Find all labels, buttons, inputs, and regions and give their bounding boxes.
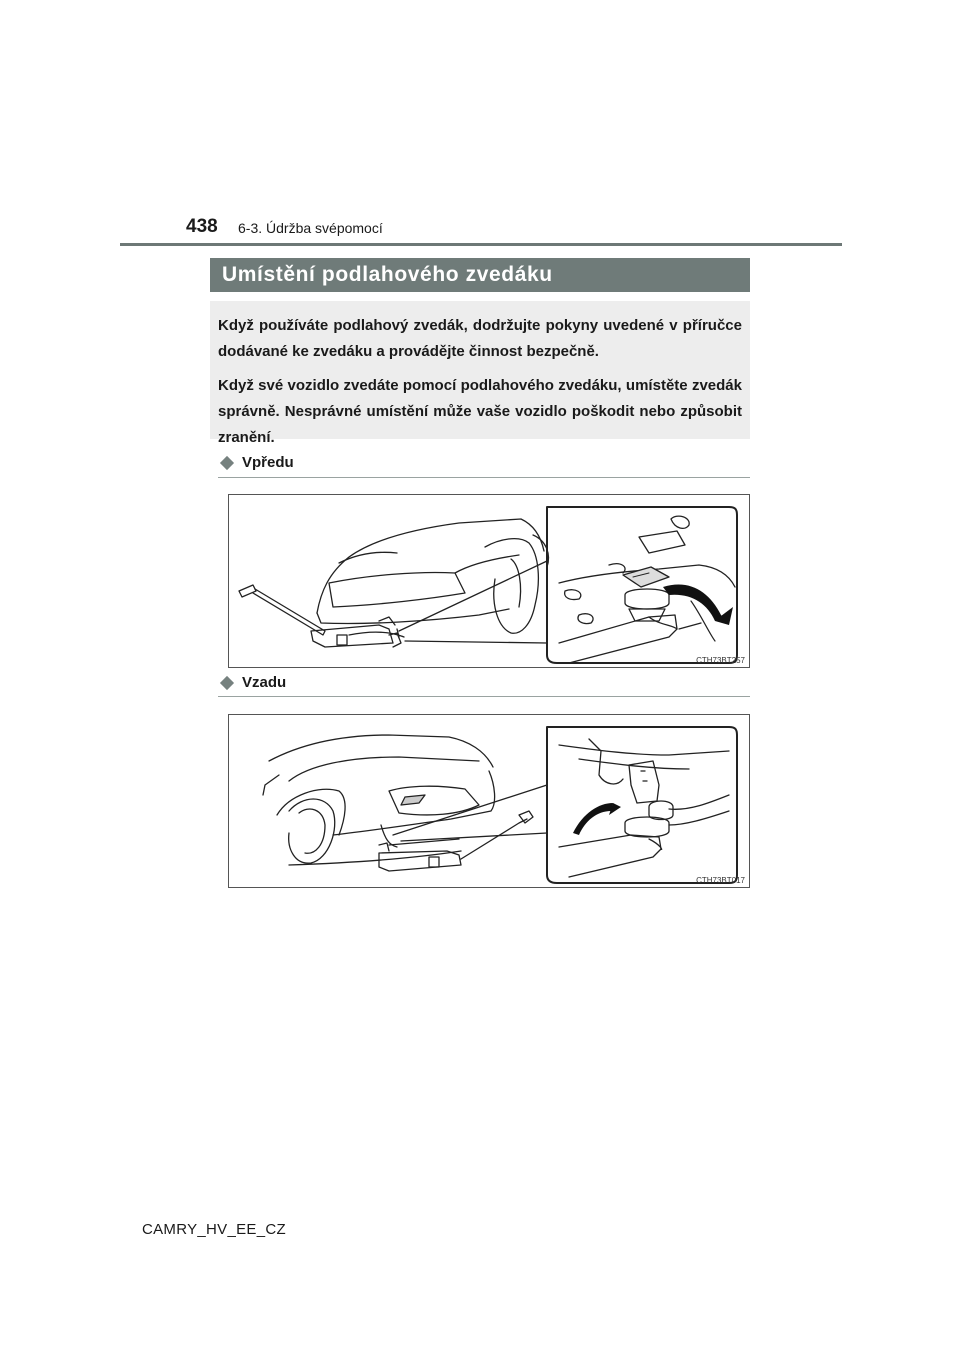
rear-car-jack-illustration [229,715,749,887]
sub-heading-rear-label: Vzadu [242,674,287,691]
figure-front-jack-point [228,494,750,668]
sub-heading-rule [218,477,750,478]
diamond-bullet-icon [220,675,234,689]
page-number: 438 [186,216,218,237]
intro-paragraph-2: Když své vozidlo zvedáte pomocí podlahového zvedáku, umístěte zvedák správně. Nesprávné umístění může vaše vozidlo poškodit nebo způsobit zranění. [218,377,742,446]
figure-code: CTH73BT257 [696,656,745,665]
header-rule [120,243,842,246]
intro-box [210,301,750,446]
figure-rear-jack-point [228,714,750,888]
sub-heading-rule [218,696,750,697]
sub-heading-front [218,454,294,471]
diamond-bullet-icon [220,455,234,469]
sub-heading-front-label: Vpředu [242,454,294,471]
sub-heading-rear [218,674,286,691]
intro-paragraph-1: Když používáte podlahový zvedák, dodržujte pokyny uvedené v příručce dodávané ke zvedáku a provádějte činnost bezpečně. [218,317,742,360]
document-code: CAMRY_HV_EE_CZ [142,1221,286,1238]
front-car-jack-illustration [229,495,749,667]
section-reference: 6-3. Údržba svépomocí [238,220,383,236]
figure-code: CTH73BT017 [696,876,745,885]
page-title: Umístění podlahového zvedáku [210,258,750,292]
